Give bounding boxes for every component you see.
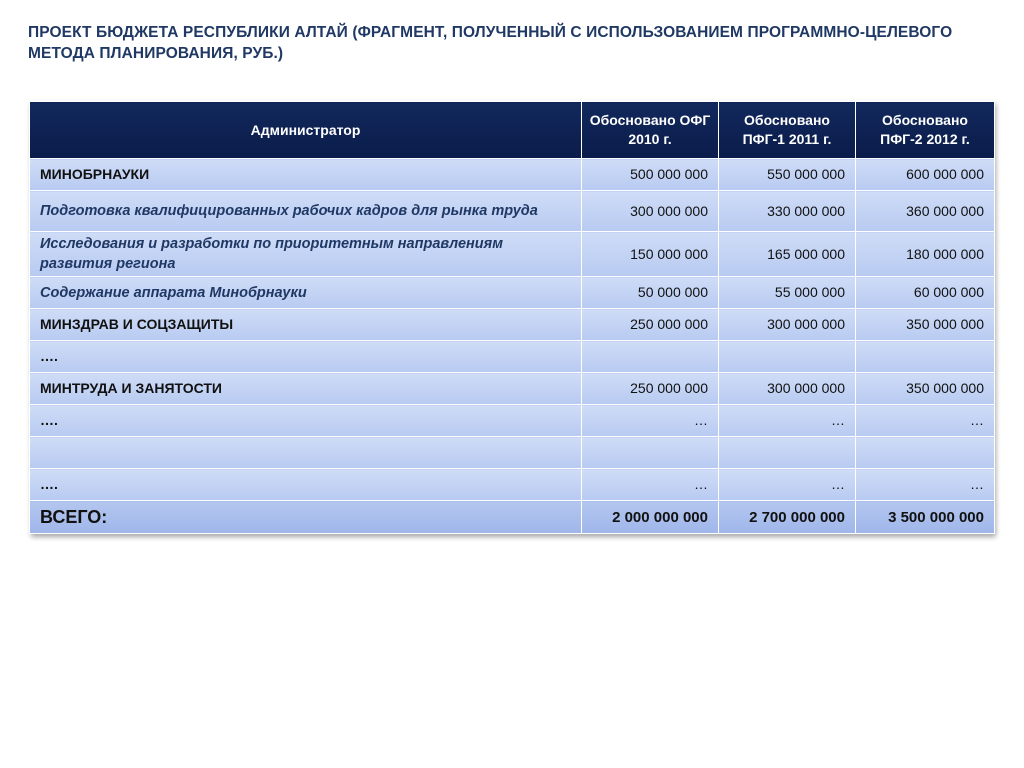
row-name: …. (30, 405, 582, 437)
table-row (30, 373, 995, 405)
row-name: Содержание аппарата Минобрнауки (30, 277, 582, 309)
row-value-2011 (719, 341, 856, 373)
row-value-2012: 180 000 000 (856, 232, 995, 277)
row-name: …. (30, 469, 582, 501)
row-value-2012: 60 000 000 (856, 277, 995, 309)
header-ofg-2010: Обосновано ОФГ 2010 г. (582, 102, 719, 159)
row-value-2012 (856, 437, 995, 469)
row-value-2012: … (856, 469, 995, 501)
table-row (30, 469, 995, 501)
row-name: Подготовка квалифицированных рабочих кадров для рынка труда (30, 191, 582, 232)
table-row (30, 309, 995, 341)
page-title: ПРОЕКТ БЮДЖЕТА РЕСПУБЛИКИ АЛТАЙ (ФРАГМЕНТ, ПОЛУЧЕННЫЙ С ИСПОЛЬЗОВАНИЕМ ПРОГРАММНО-ЦЕЛЕВОГО МЕТОДА ПЛАНИРОВАНИЯ, РУБ.) (28, 24, 953, 62)
row-value-2011: 300 000 000 (719, 309, 856, 341)
row-value-2012 (856, 341, 995, 373)
total-value-2010: 2 000 000 000 (582, 501, 719, 534)
row-value-2010: 50 000 000 (582, 277, 719, 309)
table-row (30, 405, 995, 437)
table-row (30, 277, 995, 309)
row-name: Исследования и разработки по приоритетным направлениям развития региона (30, 232, 582, 277)
table-row (30, 191, 995, 232)
row-value-2011: 55 000 000 (719, 277, 856, 309)
row-value-2011 (719, 437, 856, 469)
row-value-2010: 150 000 000 (582, 232, 719, 277)
row-value-2010: 300 000 000 (582, 191, 719, 232)
header-pfg2-2012: Обосновано ПФГ-2 2012 г. (856, 102, 995, 159)
header-administrator: Администратор (30, 102, 582, 159)
header-row (30, 102, 995, 159)
row-value-2011: … (719, 469, 856, 501)
row-value-2012: … (856, 405, 995, 437)
total-label: ВСЕГО: (30, 501, 582, 534)
row-value-2011: 165 000 000 (719, 232, 856, 277)
row-name: …. (30, 341, 582, 373)
row-value-2011: … (719, 405, 856, 437)
row-value-2011: 330 000 000 (719, 191, 856, 232)
total-row (30, 501, 995, 534)
table-row (30, 437, 995, 469)
total-value-2012: 3 500 000 000 (856, 501, 995, 534)
row-name: МИНОБРНАУКИ (30, 159, 582, 191)
total-value-2011: 2 700 000 000 (719, 501, 856, 534)
row-value-2010: 250 000 000 (582, 373, 719, 405)
row-value-2011: 550 000 000 (719, 159, 856, 191)
row-value-2010: … (582, 469, 719, 501)
row-value-2010 (582, 437, 719, 469)
row-name (30, 437, 582, 469)
budget-table (29, 101, 995, 534)
budget-table-container (29, 101, 994, 534)
row-value-2011: 300 000 000 (719, 373, 856, 405)
row-value-2010 (582, 341, 719, 373)
table-row (30, 341, 995, 373)
table-row (30, 159, 995, 191)
row-name: МИНТРУДА И ЗАНЯТОСТИ (30, 373, 582, 405)
row-value-2012: 350 000 000 (856, 309, 995, 341)
row-value-2012: 360 000 000 (856, 191, 995, 232)
row-value-2010: 250 000 000 (582, 309, 719, 341)
row-name: МИНЗДРАВ И СОЦЗАЩИТЫ (30, 309, 582, 341)
row-value-2010: … (582, 405, 719, 437)
row-value-2010: 500 000 000 (582, 159, 719, 191)
table-row (30, 232, 995, 277)
header-pfg1-2011: Обосновано ПФГ-1 2011 г. (719, 102, 856, 159)
row-value-2012: 350 000 000 (856, 373, 995, 405)
row-value-2012: 600 000 000 (856, 159, 995, 191)
